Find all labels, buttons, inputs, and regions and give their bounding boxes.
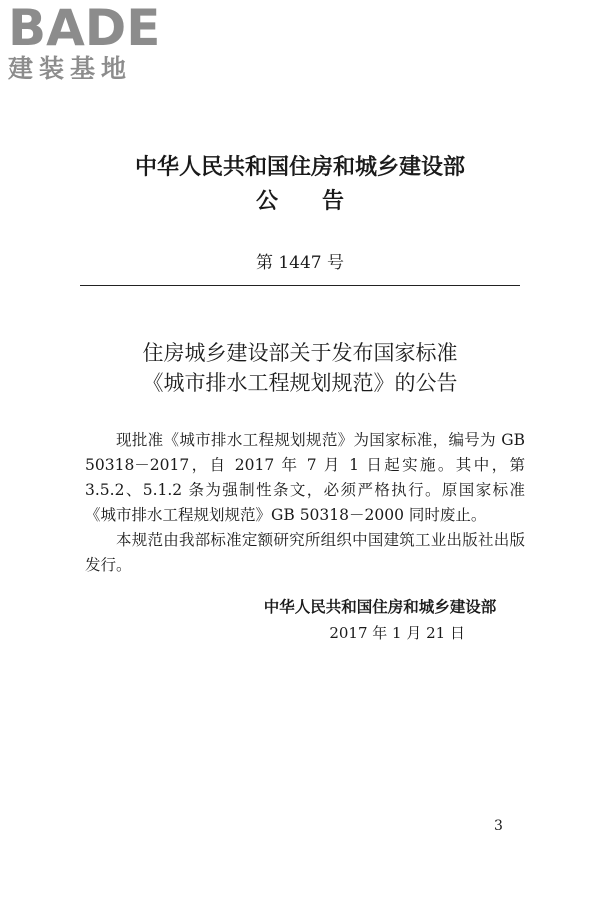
heading-line-2: 《城市排水工程规划规范》的公告 — [142, 371, 458, 395]
bade-logo — [8, 2, 178, 84]
paragraph-approval: 现批准《城市排水工程规划规范》为国家标准，编号为 GB 50318－2017，自 2017 年 7 月 1 日起实施。其中，第 3.5.2、5.1.2 条为强制性条文，必须严格执行。原国家标准《城市排水工程规划规范》GB 50318－2000 同时废止。 — [85, 431, 525, 524]
page-number: 3 — [494, 818, 503, 834]
header-divider — [80, 285, 520, 286]
heading-line-1: 住房城乡建设部关于发布国家标准 — [142, 341, 458, 365]
signature-block — [240, 594, 520, 646]
paragraph-publication: 本规范由我部标准定额研究所组织中国建筑工业出版社出版发行。 — [85, 531, 525, 574]
notice-title: 公 告 — [255, 188, 344, 214]
logo-brand: BADE — [8, 0, 161, 57]
document-body — [85, 428, 525, 578]
notice-number: 第 1447 号 — [255, 253, 345, 273]
signature-date: 2017 年 1 月 21 日 — [329, 624, 465, 642]
signature-organization: 中华人民共和国住房和城乡建设部 — [263, 597, 497, 616]
document-heading — [0, 338, 600, 398]
issuer-title: 中华人民共和国住房和城乡建设部 — [134, 154, 465, 180]
logo-subtitle: 建装基地 — [8, 54, 133, 83]
